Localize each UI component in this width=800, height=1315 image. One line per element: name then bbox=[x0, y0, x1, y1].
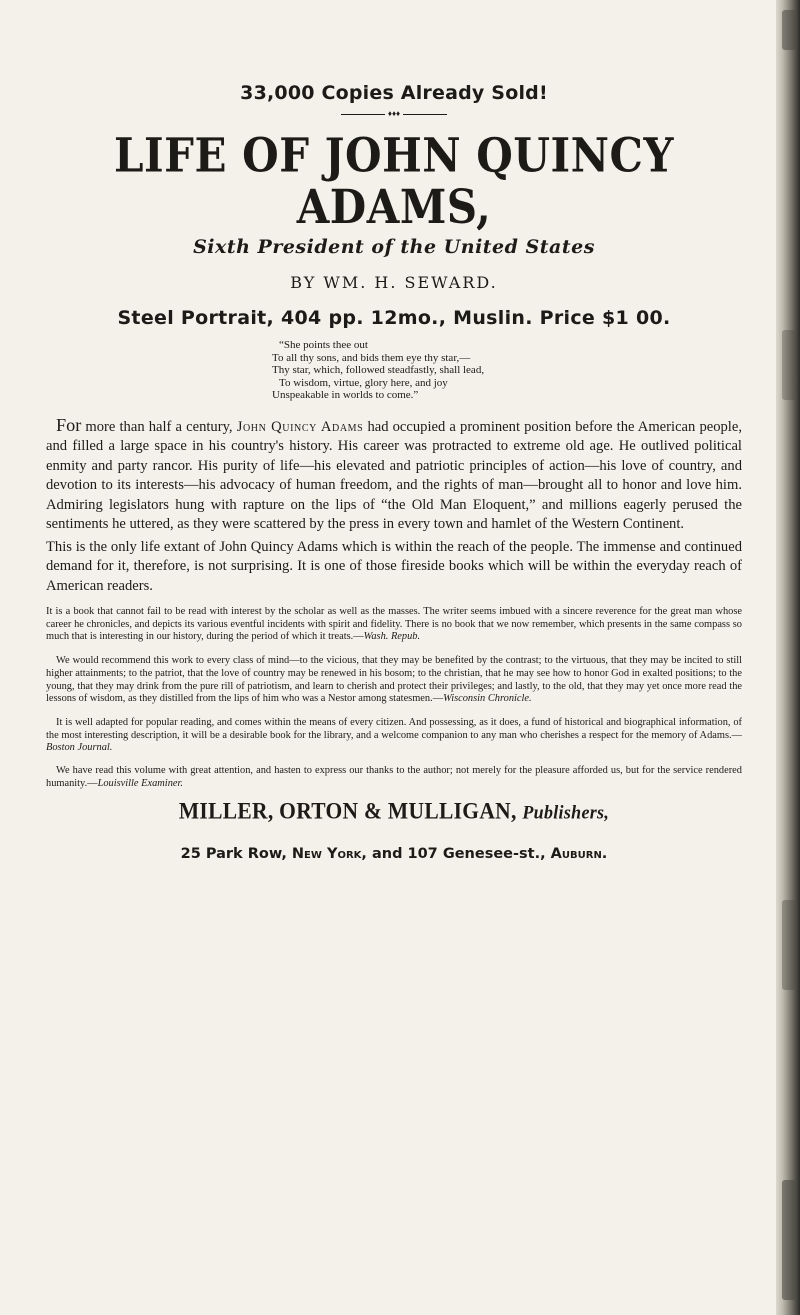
book-details-price: Steel Portrait, 404 pp. 12mo., Muslin. Price $1 00. bbox=[117, 307, 671, 329]
review-source: Wash. Repub. bbox=[363, 631, 421, 643]
advertisement-text bbox=[46, 0, 742, 876]
book-author: BY WM. H. SEWARD. bbox=[290, 273, 498, 292]
review-source: Wisconsin Chronicle. bbox=[443, 693, 532, 705]
book-subtitle: Sixth President of the United States bbox=[193, 236, 595, 258]
epigraph-line: “She points thee out bbox=[279, 339, 368, 351]
rule-line-right bbox=[403, 114, 447, 115]
epigraph-line: Unspeakable in worlds to come.” bbox=[272, 389, 419, 401]
publisher-name: MILLER, ORTON & MULLIGAN, Publishers, bbox=[178, 798, 610, 825]
subject-name: John Quincy Adams bbox=[236, 418, 364, 435]
sold-notice: 33,000 Copies Already Sold! bbox=[240, 82, 548, 104]
publisher-role: Publishers, bbox=[522, 801, 610, 824]
description-paragraph: This is the only life extant of John Quincy Adams which is within the reach of the people. The immense and continued demand for it, therefore, is not surprising. It is one of those fireside books which will be within the everyday reach of American readers. bbox=[46, 538, 742, 594]
page-edge-shadow bbox=[776, 0, 800, 1315]
rule-line-left bbox=[341, 114, 385, 115]
publisher-address: 25 Park Row, New York, and 107 Genesee-st., Auburn. bbox=[180, 845, 608, 862]
address-city: Auburn. bbox=[550, 845, 608, 862]
review-source: Boston Journal. bbox=[46, 742, 113, 754]
epigraph-line: To all thy sons, and bids them eye thy star,— bbox=[272, 351, 471, 364]
diamond-ornament-icon: ♦♦♦ bbox=[387, 109, 401, 118]
review-quote: It is well adapted for popular reading, and comes within the means of every citizen. And possessing, as it does, a fund of historical and biographical information, of the most interesting description, it will be a desirable book for the library, and a welcome companion to any man who cherishes a respect for the memory of Adams.—Boston Journal. bbox=[46, 716, 742, 754]
epigraph-line: To wisdom, virtue, glory here, and joy bbox=[279, 376, 448, 389]
epigraph-line: Thy star, which, followed steadfastly, shall lead, bbox=[272, 364, 485, 376]
epigraph bbox=[272, 339, 742, 402]
lead-word: For bbox=[56, 414, 82, 435]
description-paragraph: For more than half a century, John Quincy Adams had occupied a prominent position before the American people, and filled a large space in his country's history. His career was protracted to extreme old age. He outlived political enmity and party rancor. His purity of life—his elevated and patriotic principles of action—his love of country, and devotion to its interests—his advocacy of human freedom, and the rights of man—brought all to honor and love him. Admiring legislators hung with rapture on the lips of “the Old Man Eloquent,” and millions eagerly perused the sentiments he uttered, as they were scattered by the press in every town and hamlet of the Western Continent. bbox=[46, 414, 742, 532]
review-source: Louisville Examiner. bbox=[97, 777, 183, 789]
book-title: LIFE OF JOHN QUINCY ADAMS, bbox=[114, 127, 674, 235]
header-rule bbox=[46, 110, 742, 118]
review-quote: It is a book that cannot fail to be read with interest by the scholar as well as the masses. The writer seems imbued with a sincere reverence for the great man whose career he chronicles, and depicts its various eventful incidents with spirit and fidelity. There is no book that we now remember, which presents in the same compass so much that is interesting in our history, during the period of which it treats.—Wash. Repub. bbox=[46, 606, 742, 643]
review-quote: We would recommend this work to every class of mind—to the vicious, that they may be benefited by the contrast; to the virtuous, that they may be incited to still higher attainments; to the patriot, that the love of country may be renewed in his bosom; to the christian, that he may see how to honor God in exalted positions; to the young, that they may drink from the pure rill of patriotism, and learn to cherish and protect their privileges; and lastly, to the old, that they may yet once more read the lessons of wisdom, as they distilled from the lips of him who was a Nestor among statesmen.—Wisconsin Chronicle. bbox=[46, 655, 742, 705]
review-quote: We have read this volume with great attention, and hasten to express our thanks to the author; not merely for the pleasure afforded us, but for the service rendered humanity.—Louisville Examiner. bbox=[46, 765, 742, 789]
address-city: New York bbox=[291, 845, 362, 862]
